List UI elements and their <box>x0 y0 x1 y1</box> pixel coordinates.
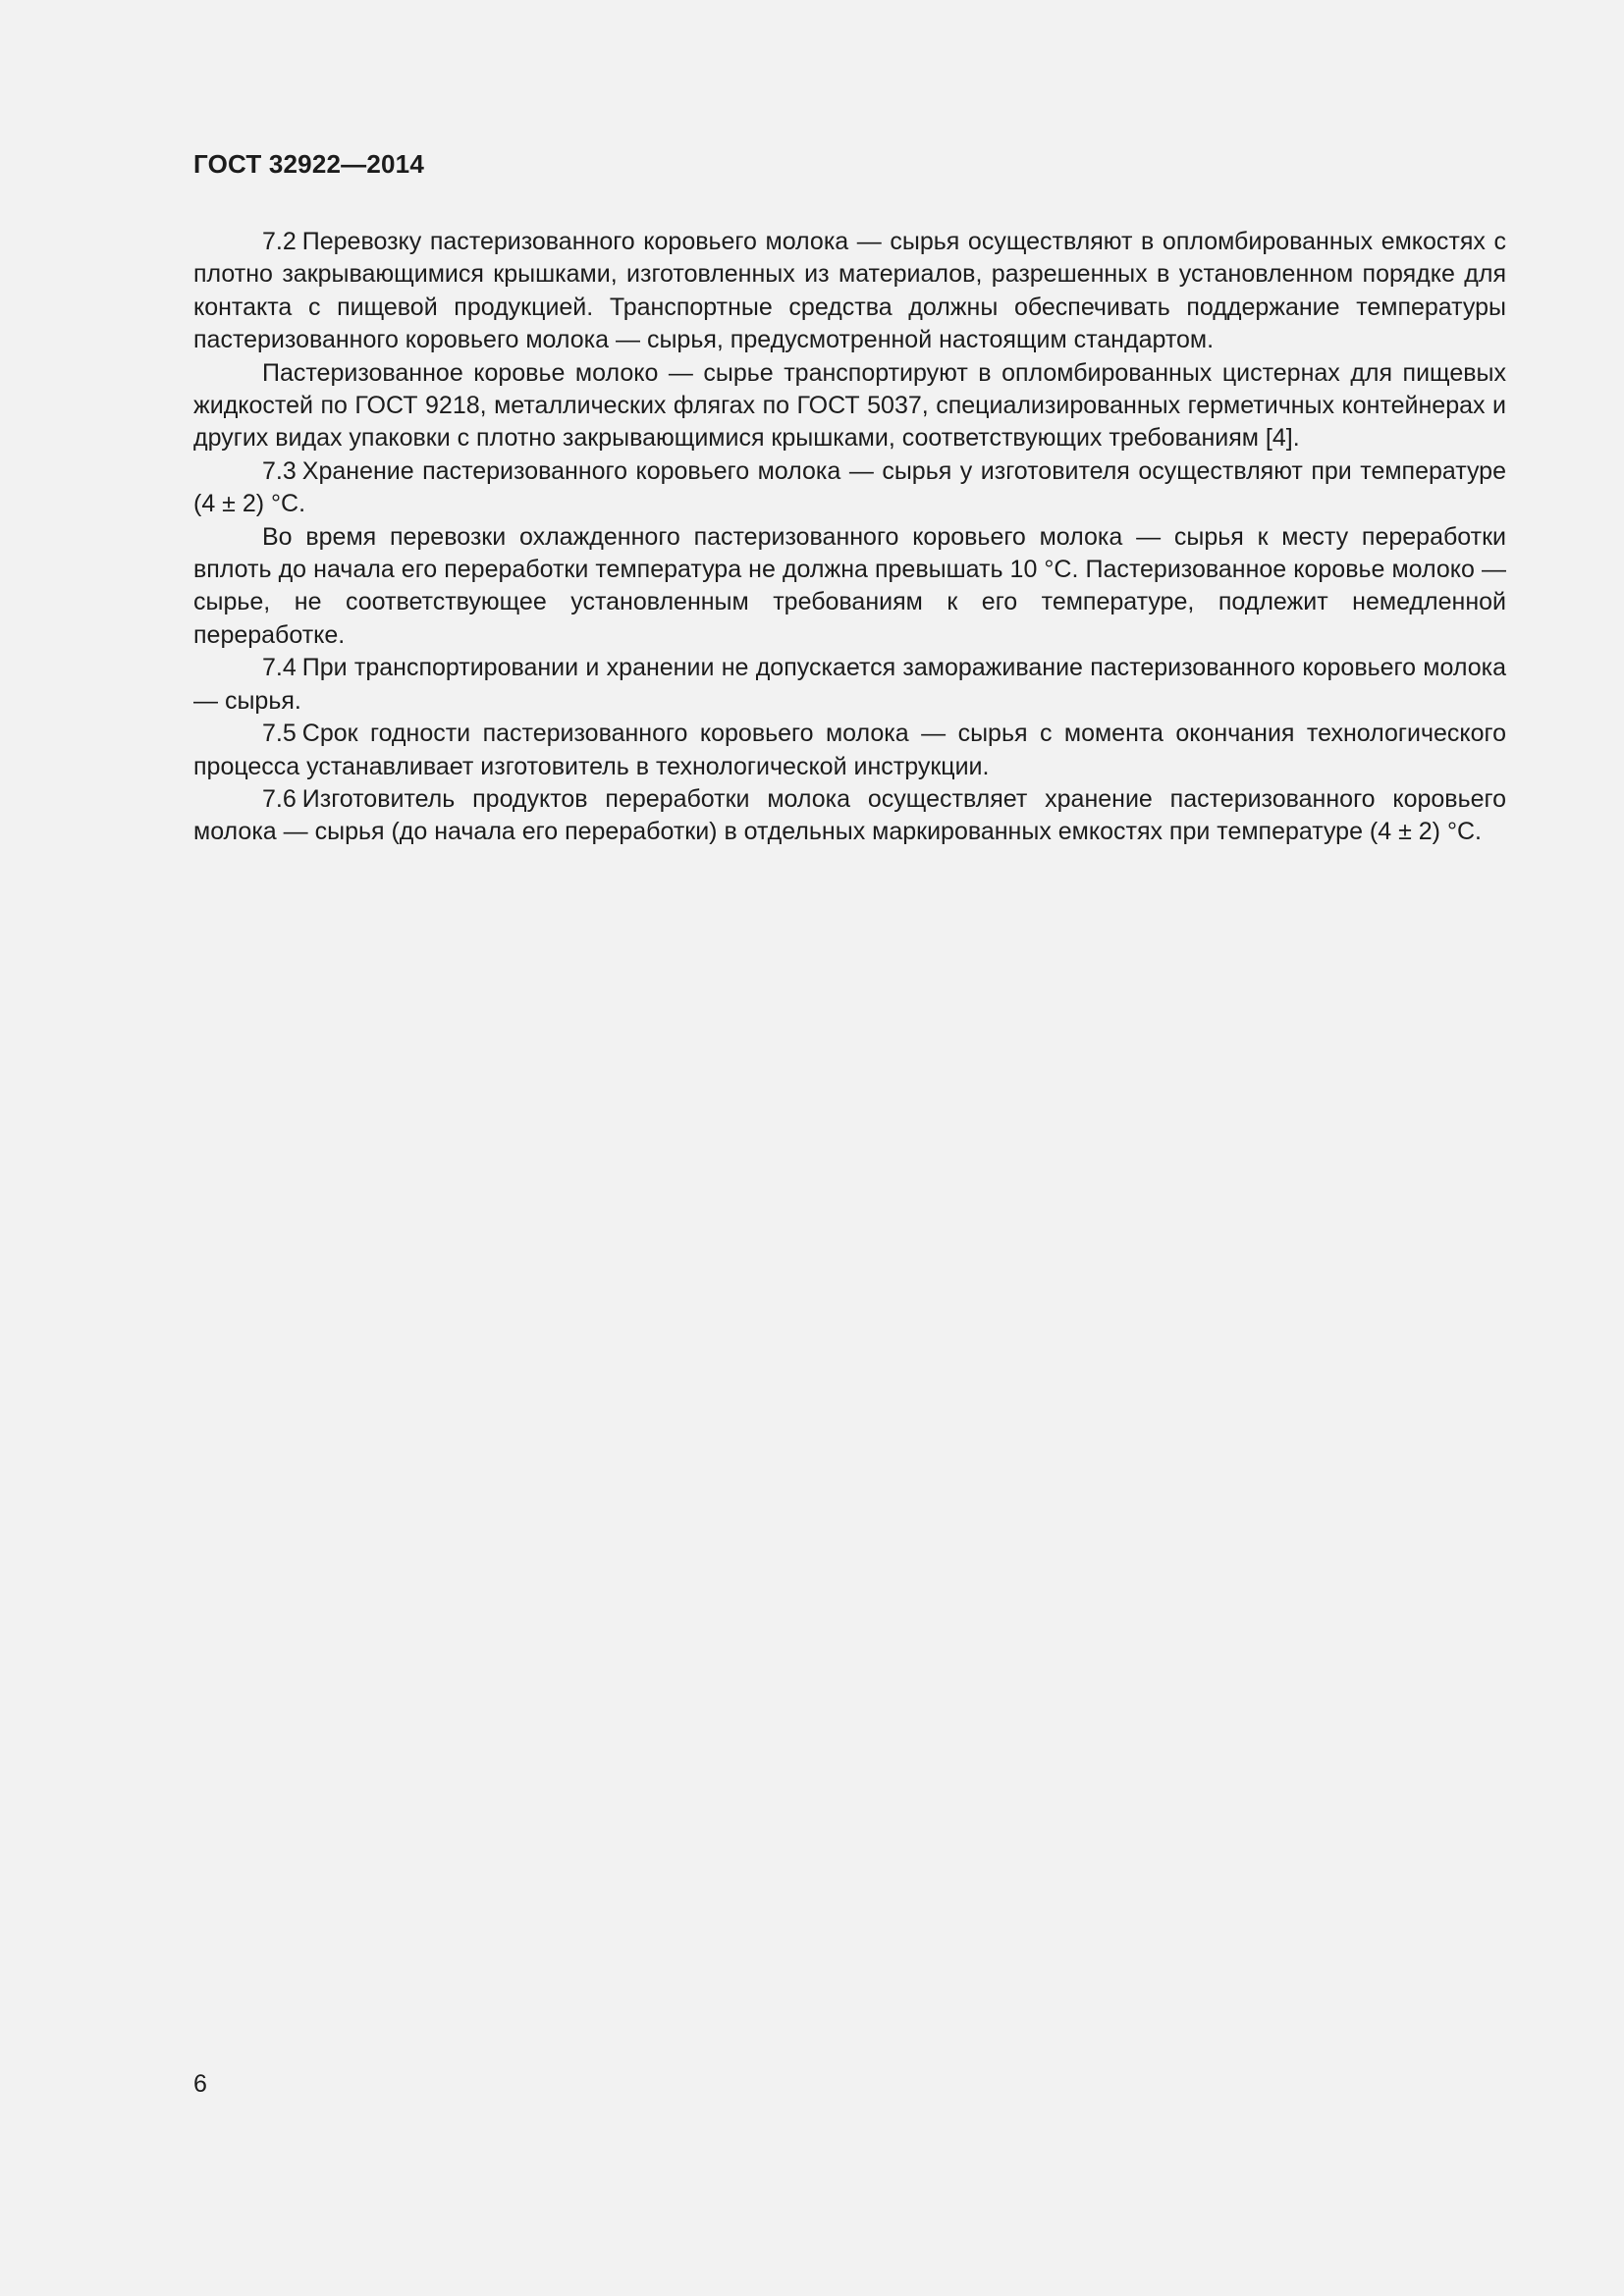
clause-number: 7.5 <box>262 720 297 748</box>
paragraph-text: Хранение пастеризованного коровьего молока — сырья у изготовителя осуществляют при температуре (4 ± 2) °С. <box>193 456 1506 518</box>
paragraph-text: Во время перевозки охлажденного пастеризованного коровьего молока — сырья к месту переработки вплоть до начала его переработки температура не должна превышать 10 °С. Пастеризованное коровье молоко — сырье, не соответствующее установленным требованиям к его температуре, подлежит немедленной переработке. <box>193 522 1506 649</box>
clause-number: 7.4 <box>262 654 297 682</box>
paragraph-7-3 <box>193 455 1506 521</box>
document-header-standard-id: ГОСТ 32922—2014 <box>193 149 424 179</box>
paragraph-7-4 <box>193 652 1506 718</box>
paragraph-7-2 <box>193 226 1506 357</box>
paragraph-7-3-transport-temperature <box>193 521 1506 653</box>
clause-number: 7.3 <box>262 456 297 485</box>
section-7-body <box>193 226 1506 849</box>
paragraph-7-5 <box>193 718 1506 783</box>
clause-number: 7.2 <box>262 228 297 255</box>
paragraph-text: При транспортировании и хранении не допускается замораживание пастеризованного коровьего молока — сырья. <box>193 654 1506 715</box>
paragraph-text: Пастеризованное коровье молоко — сырье транспортируют в опломбированных цистернах для пищевых жидкостей по ГОСТ 9218, металлических флягах по ГОСТ 5037, специализированных герметичных контейнерах и других видах упаковки с плотно закрывающимися крышками, соответствующих требованиям [4]. <box>193 358 1506 453</box>
paragraph-text: Перевозку пастеризованного коровьего молока — сырья осуществляют в опломбированных емкостях с плотно закрывающимися крышками, изготовленных из материалов, разрешенных в установленном порядке для контакта с пищевой продукцией. Транспортные средства должны обеспечивать поддержание температуры пастеризованного коровьего молока — сырья, предусмотренной настоящим стандартом. <box>193 228 1506 354</box>
paragraph-7-6 <box>193 783 1506 849</box>
page-number: 6 <box>193 2070 207 2098</box>
clause-number: 7.6 <box>262 784 297 813</box>
paragraph-text: Срок годности пастеризованного коровьего молока — сырья с момента окончания технологического процесса устанавливает изготовитель в технологической инструкции. <box>193 720 1506 780</box>
paragraph-7-2-transport <box>193 357 1506 455</box>
paragraph-text: Изготовитель продуктов переработки молока осуществляет хранение пастеризованного коровьего молока — сырья (до начала его переработки) в отдельных маркированных емкостях при температуре (4 ± 2) °С. <box>193 784 1506 846</box>
